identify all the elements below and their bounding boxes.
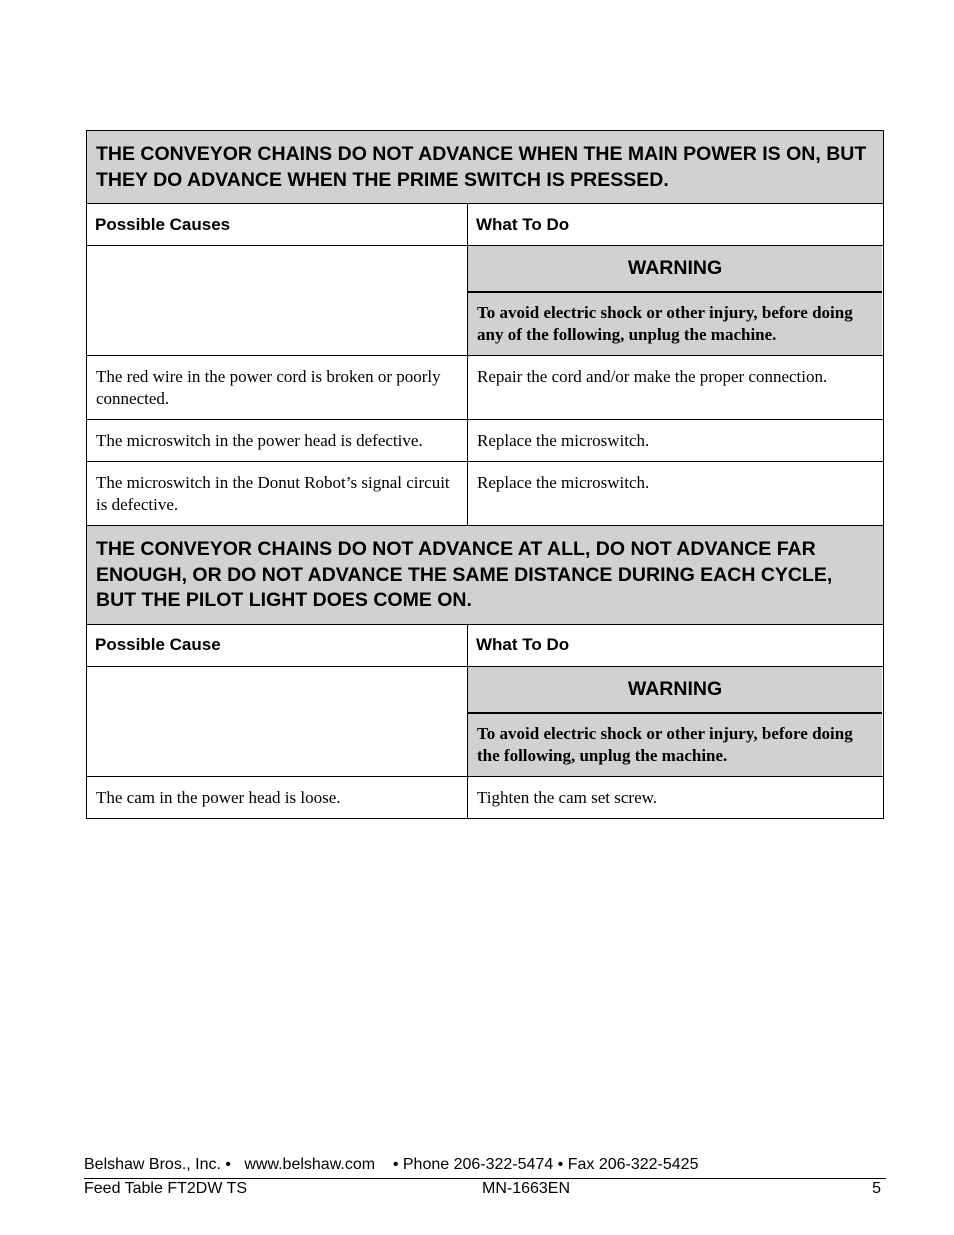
table-row [87, 462, 884, 526]
footer-manual-number: MN-1663EN [482, 1180, 571, 1197]
section-2-header [87, 526, 884, 625]
footer-product: Feed Table FT2DW TS [84, 1180, 248, 1197]
action-cell: Replace the microswitch. [468, 420, 884, 462]
cause-cell: The microswitch in the power head is defective. [87, 420, 468, 462]
section-2-heading: THE CONVEYOR CHAINS DO NOT ADVANCE AT ALL, DO NOT ADVANCE FAR ENOUGH, OR DO NOT ADVANCE THE SAME DISTANCE DURING EACH CYCLE, BUT THE PILOT LIGHT DOES COME ON. [87, 526, 884, 625]
cause-cell: The cam in the power head is loose. [87, 776, 468, 818]
warning-text: To avoid electric shock or other injury, before doing any of the following, unplug the machine. [468, 293, 882, 355]
section-1-header [87, 131, 884, 204]
section-1-warning-row [87, 246, 884, 356]
column-header-action: What To Do [468, 624, 884, 666]
empty-cell [87, 666, 468, 776]
section-1-column-headers [87, 204, 884, 246]
footer-info-line [84, 1180, 886, 1202]
column-header-action: What To Do [468, 204, 884, 246]
footer-contact-line [84, 1156, 886, 1179]
troubleshooting-table [86, 130, 884, 819]
action-cell: Replace the microswitch. [468, 462, 884, 526]
warning-box [468, 666, 884, 776]
action-cell: Repair the cord and/or make the proper connection. [468, 356, 884, 420]
empty-cell [87, 246, 468, 356]
warning-text: To avoid electric shock or other injury, before doing the following, unplug the machine. [468, 714, 882, 776]
column-header-causes: Possible Causes [87, 204, 468, 246]
footer-contact: Belshaw Bros., Inc. • www.belshaw.com • Phone 206-322-5474 • Fax 206-322-5425 [84, 1156, 699, 1173]
table-row [87, 356, 884, 420]
section-2-column-headers [87, 624, 884, 666]
section-1-heading: THE CONVEYOR CHAINS DO NOT ADVANCE WHEN THE MAIN POWER IS ON, BUT THEY DO ADVANCE WHEN THE PRIME SWITCH IS PRESSED. [87, 131, 884, 204]
table-row [87, 420, 884, 462]
cause-cell: The red wire in the power cord is broken or poorly connected. [87, 356, 468, 420]
page-number: 5 [872, 1180, 881, 1197]
action-cell: Tighten the cam set screw. [468, 776, 884, 818]
table-row [87, 776, 884, 818]
column-header-cause: Possible Cause [87, 624, 468, 666]
warning-box [468, 246, 884, 356]
warning-title: WARNING [468, 667, 882, 714]
cause-cell: The microswitch in the Donut Robot’s signal circuit is defective. [87, 462, 468, 526]
warning-title: WARNING [468, 246, 882, 293]
section-2-warning-row [87, 666, 884, 776]
